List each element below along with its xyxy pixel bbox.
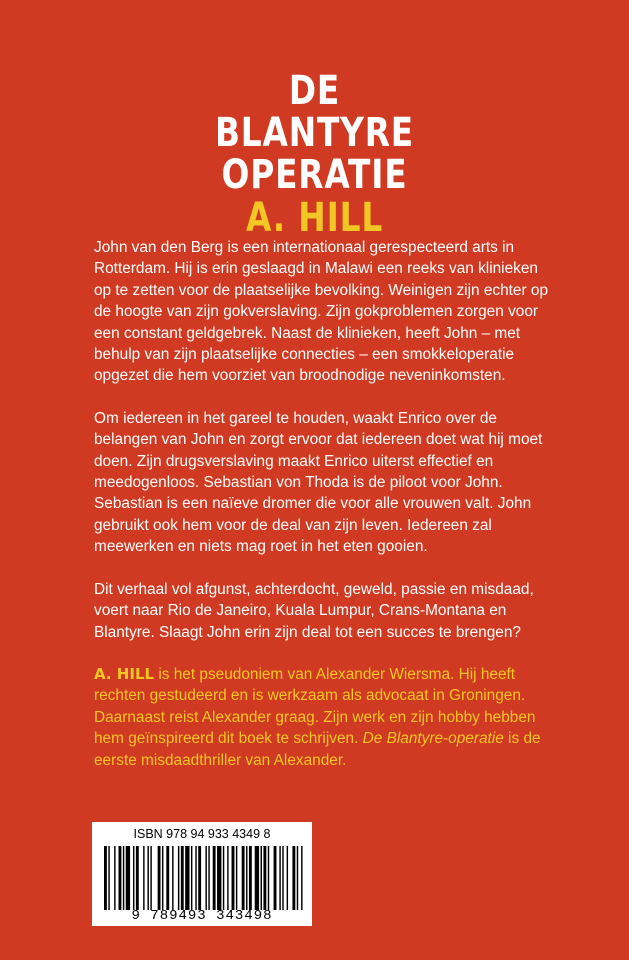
barcode-bar bbox=[301, 846, 302, 910]
barcode-bar bbox=[223, 846, 224, 910]
book-title bbox=[0, 70, 629, 240]
barcode-bar bbox=[279, 846, 280, 910]
barcode-bar bbox=[181, 846, 184, 910]
barcode-digits: 9 789493 343498 bbox=[131, 908, 273, 924]
bio-text-2: is de eerste misdaadthriller van Alexander. bbox=[94, 730, 541, 769]
author-name: A. HILL bbox=[245, 195, 384, 241]
barcode-bar bbox=[227, 846, 228, 910]
barcode-bar bbox=[292, 846, 295, 910]
isbn-barcode bbox=[92, 822, 312, 926]
barcode-bar bbox=[249, 846, 252, 910]
barcode-bar bbox=[213, 846, 216, 910]
title-line-2: BLANTYRE bbox=[214, 110, 415, 156]
barcode-bar bbox=[147, 846, 148, 910]
barcode-bar bbox=[126, 846, 130, 910]
barcode-bar bbox=[108, 846, 109, 910]
barcode-bar bbox=[274, 846, 277, 910]
barcode-bar bbox=[136, 846, 139, 910]
bio-text-1: is het pseudoniem van Alexander Wiersma. Hij heeft rechten gestudeerd en is werkzaam als advocaat in Groningen. Daarnaast reist Alexander graag. Zijn werk en zijn hobby hebben hem geïnspireerd dit boek te schrijven. bbox=[94, 665, 536, 748]
barcode-bar bbox=[143, 846, 144, 910]
barcode-bar bbox=[178, 846, 179, 910]
isbn-label: ISBN 978 94 933 4349 8 bbox=[133, 827, 271, 841]
barcode-bar bbox=[114, 846, 115, 910]
barcode-bar bbox=[195, 846, 196, 910]
author-bio bbox=[94, 664, 554, 771]
title-line-1: DE bbox=[288, 68, 341, 114]
barcode-bar bbox=[232, 846, 235, 910]
bio-author-name: A. HILL bbox=[94, 664, 155, 683]
barcode-bar bbox=[263, 846, 266, 910]
barcode-bar bbox=[172, 846, 173, 910]
barcode-bar bbox=[205, 846, 206, 910]
barcode-bar bbox=[118, 846, 121, 910]
barcode-bar bbox=[104, 846, 107, 910]
barcode-bars bbox=[104, 846, 304, 910]
back-cover-text bbox=[94, 237, 554, 771]
barcode-bar bbox=[242, 846, 245, 910]
barcode-bar bbox=[123, 846, 124, 910]
blurb-paragraph-2: Om iedereen in het gareel te houden, waakt Enrico over de belangen van John en zorgt ervoor dat iedereen doet wat hij moet doen. Zijn drugsverslaving maakt Enrico uiterst effectief en meedogenloos. Sebastian von Thoda is de piloot voor John. Sebastian is een naïeve dromer die voor alle vrouwen valt. John gebruikt ook hem voor de deal van zijn leven. Iedereen zal meewerken en niets mag roet in het eten gooien. bbox=[94, 409, 543, 556]
barcode-bar bbox=[185, 846, 189, 910]
barcode-bar bbox=[268, 846, 269, 910]
barcode-bar bbox=[166, 846, 169, 910]
title-line-3: OPERATIE bbox=[221, 152, 408, 198]
barcode-bar bbox=[208, 846, 209, 910]
barcode-bar bbox=[150, 846, 151, 910]
blurb-paragraph-1: John van den Berg is een internationaal gerespecteerd arts in Rotterdam. Hij is erin geslaagd in Malawi een reeks van klinieken op te zetten voor de plaatselijke bevolking. Weinigen zijn echter op de hoogte van zijn gokverslaving. Zijn gokproblemen zorgen voor een constant geldgebrek. Naast de klinieken, heeft John – met behulp van zijn plaatselijke connecties – een smokkeloperatie opgezet die hem voorziet van broodnodige neveninkomsten. bbox=[94, 239, 549, 385]
barcode-bar bbox=[217, 846, 221, 910]
barcode-bar bbox=[255, 846, 259, 910]
barcode-bar bbox=[162, 846, 163, 910]
barcode-bar bbox=[191, 846, 192, 910]
bio-book-title: De Blantyre-operatie bbox=[362, 730, 504, 748]
barcode-bar bbox=[297, 846, 298, 910]
barcode-bar bbox=[246, 846, 247, 910]
blurb-paragraph-3: Dit verhaal vol afgunst, achterdocht, geweld, passie en misdaad, voert naar Rio de Janeiro, Kuala Lumpur, Crans-Montana en Blantyre. Slaagt John erin zijn deal tot een succes te brengen? bbox=[94, 580, 534, 641]
barcode-bar bbox=[287, 846, 288, 910]
barcode-bar bbox=[133, 846, 134, 910]
barcode-bar bbox=[236, 846, 237, 910]
barcode-bar bbox=[282, 846, 283, 910]
barcode-bar bbox=[261, 846, 262, 910]
barcode-bar bbox=[158, 846, 161, 910]
barcode-bar bbox=[198, 846, 201, 910]
